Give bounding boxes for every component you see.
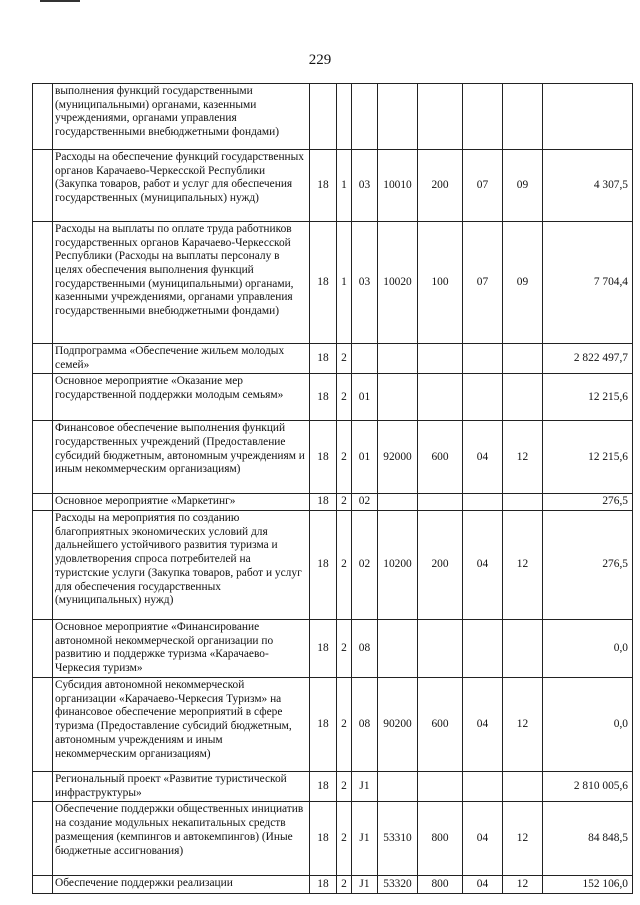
amount-cell: 84 848,5 xyxy=(543,802,633,876)
row-gutter-cell xyxy=(33,344,53,374)
expense-type-cell: 800 xyxy=(418,876,463,894)
direction-code-cell: 10010 xyxy=(378,150,418,222)
program-code-cell: 1 xyxy=(337,150,352,222)
ministry-code-cell: 18 xyxy=(310,802,337,876)
direction-code-cell xyxy=(378,620,418,678)
table-row xyxy=(33,678,633,772)
table-row xyxy=(33,876,633,894)
subprogram-code-cell: 03 xyxy=(352,150,378,222)
ministry-code-cell: 18 xyxy=(310,344,337,374)
subsection-code-cell xyxy=(503,772,543,802)
row-name-cell: Основное мероприятие «Финансирование автономной некоммерческой организации по развитию и поддержке туризма «Карачаево-Черкесия туризм» xyxy=(53,620,310,678)
subprogram-code-cell: 01 xyxy=(352,374,378,421)
page-number: 229 xyxy=(308,52,332,68)
subsection-code-cell: 09 xyxy=(503,222,543,344)
table-row xyxy=(33,802,633,876)
direction-code-cell: 53310 xyxy=(378,802,418,876)
amount-cell: 7 704,4 xyxy=(543,222,633,344)
amount-cell: 276,5 xyxy=(543,494,633,511)
table-row xyxy=(33,421,633,494)
row-gutter-cell xyxy=(33,511,53,620)
subprogram-code-cell: 08 xyxy=(352,678,378,772)
row-name-cell: выполнения функций государственными (муниципальными) органами, казенными учреждениями, органами управления государственными внебюджетными фондами) xyxy=(53,84,310,150)
amount-cell: 12 215,6 xyxy=(543,421,633,494)
ministry-code-cell: 18 xyxy=(310,150,337,222)
expense-type-cell xyxy=(418,84,463,150)
row-gutter-cell xyxy=(33,84,53,150)
table-row xyxy=(33,222,633,344)
program-code-cell: 2 xyxy=(337,620,352,678)
subprogram-code-cell: 02 xyxy=(352,511,378,620)
program-code-cell: 2 xyxy=(337,876,352,894)
section-code-cell xyxy=(463,344,503,374)
subprogram-code-cell: J1 xyxy=(352,876,378,894)
row-gutter-cell xyxy=(33,678,53,772)
row-gutter-cell xyxy=(33,374,53,421)
subprogram-code-cell xyxy=(352,84,378,150)
row-gutter-cell xyxy=(33,802,53,876)
amount-cell: 276,5 xyxy=(543,511,633,620)
section-code-cell xyxy=(463,374,503,421)
expense-type-cell: 200 xyxy=(418,511,463,620)
row-name-cell: Расходы на выплаты по оплате труда работников государственных органов Карачаево-Черкесской Республики (Расходы на выплаты персоналу в целях обеспечения выполнения функций государственными (муниципальными) органами, казенными учреждениями, органами управления государственными внебюджетными фондами) xyxy=(53,222,310,344)
section-code-cell: 04 xyxy=(463,678,503,772)
table-row xyxy=(33,84,633,150)
subprogram-code-cell: 08 xyxy=(352,620,378,678)
section-code-cell xyxy=(463,772,503,802)
program-code-cell: 2 xyxy=(337,802,352,876)
amount-cell: 12 215,6 xyxy=(543,374,633,421)
direction-code-cell xyxy=(378,772,418,802)
table-row xyxy=(33,494,633,511)
table-body xyxy=(33,84,633,894)
expense-type-cell xyxy=(418,772,463,802)
expense-type-cell: 600 xyxy=(418,678,463,772)
subsection-code-cell xyxy=(503,494,543,511)
direction-code-cell xyxy=(378,344,418,374)
scan-edge-mark xyxy=(40,0,80,2)
subprogram-code-cell: J1 xyxy=(352,802,378,876)
section-code-cell xyxy=(463,620,503,678)
table-row xyxy=(33,344,633,374)
direction-code-cell: 53320 xyxy=(378,876,418,894)
subsection-code-cell xyxy=(503,344,543,374)
subsection-code-cell: 12 xyxy=(503,802,543,876)
section-code-cell: 04 xyxy=(463,421,503,494)
amount-cell: 152 106,0 xyxy=(543,876,633,894)
table-row xyxy=(33,150,633,222)
table-row xyxy=(33,374,633,421)
ministry-code-cell: 18 xyxy=(310,620,337,678)
section-code-cell: 07 xyxy=(463,150,503,222)
amount-cell xyxy=(543,84,633,150)
expense-type-cell: 100 xyxy=(418,222,463,344)
ministry-code-cell: 18 xyxy=(310,421,337,494)
expense-type-cell: 800 xyxy=(418,802,463,876)
row-name-cell: Финансовое обеспечение выполнения функций государственных учреждений (Предоставление субсидий бюджетным, автономным учреждениям и иным некоммерческим организациям) xyxy=(53,421,310,494)
subsection-code-cell: 12 xyxy=(503,511,543,620)
row-name-cell: Региональный проект «Развитие туристической инфраструктуры» xyxy=(53,772,310,802)
row-name-cell: Основное мероприятие «Оказание мер государственной поддержки молодым семьям» xyxy=(53,374,310,421)
row-name-cell: Подпрограмма «Обеспечение жильем молодых семей» xyxy=(53,344,310,374)
direction-code-cell xyxy=(378,494,418,511)
row-name-cell: Расходы на мероприятия по созданию благоприятных экономических условий для дальнейшего устойчивого развития туризма и удовлетворения спроса потребителей на туристские услуги (Закупка товаров, работ и услуг для обеспечения государственных (муниципальных) нужд) xyxy=(53,511,310,620)
table-row xyxy=(33,620,633,678)
section-code-cell: 04 xyxy=(463,511,503,620)
expense-type-cell xyxy=(418,494,463,511)
section-code-cell xyxy=(463,494,503,511)
expense-type-cell: 600 xyxy=(418,421,463,494)
section-code-cell: 04 xyxy=(463,802,503,876)
row-gutter-cell xyxy=(33,222,53,344)
section-code-cell xyxy=(463,84,503,150)
section-code-cell: 07 xyxy=(463,222,503,344)
amount-cell: 0,0 xyxy=(543,678,633,772)
program-code-cell: 1 xyxy=(337,222,352,344)
program-code-cell: 2 xyxy=(337,678,352,772)
subprogram-code-cell xyxy=(352,344,378,374)
subsection-code-cell xyxy=(503,84,543,150)
section-code-cell: 04 xyxy=(463,876,503,894)
row-name-cell: Расходы на обеспечение функций государственных органов Карачаево-Черкесской Республики (Закупка товаров, работ и услуг для обеспечения государственных (муниципальных) нужд) xyxy=(53,150,310,222)
amount-cell: 0,0 xyxy=(543,620,633,678)
subprogram-code-cell: 03 xyxy=(352,222,378,344)
ministry-code-cell: 18 xyxy=(310,678,337,772)
program-code-cell: 2 xyxy=(337,374,352,421)
row-gutter-cell xyxy=(33,150,53,222)
direction-code-cell: 10200 xyxy=(378,511,418,620)
ministry-code-cell: 18 xyxy=(310,876,337,894)
subsection-code-cell: 12 xyxy=(503,876,543,894)
direction-code-cell xyxy=(378,374,418,421)
subsection-code-cell: 12 xyxy=(503,421,543,494)
program-code-cell: 2 xyxy=(337,421,352,494)
program-code-cell: 2 xyxy=(337,344,352,374)
subprogram-code-cell: J1 xyxy=(352,772,378,802)
row-gutter-cell xyxy=(33,421,53,494)
row-gutter-cell xyxy=(33,620,53,678)
direction-code-cell xyxy=(378,84,418,150)
direction-code-cell: 10020 xyxy=(378,222,418,344)
row-name-cell: Обеспечение поддержки реализации xyxy=(53,876,310,894)
ministry-code-cell xyxy=(310,84,337,150)
row-name-cell: Основное мероприятие «Маркетинг» xyxy=(53,494,310,511)
subprogram-code-cell: 01 xyxy=(352,421,378,494)
subsection-code-cell xyxy=(503,374,543,421)
row-name-cell: Обеспечение поддержки общественных инициатив на создание модульных некапитальных средств размещения (кемпингов и автокемпингов) (Иные бюджетные ассигнования) xyxy=(53,802,310,876)
subsection-code-cell: 09 xyxy=(503,150,543,222)
ministry-code-cell: 18 xyxy=(310,772,337,802)
program-code-cell: 2 xyxy=(337,511,352,620)
expense-type-cell: 200 xyxy=(418,150,463,222)
ministry-code-cell: 18 xyxy=(310,494,337,511)
row-name-cell: Субсидия автономной некоммерческой организации «Карачаево-Черкесия Туризм» на финансовое обеспечение мероприятий в сфере туризма (Предоставление субсидий бюджетным, автономным учреждениям и иным некоммерческим организациям) xyxy=(53,678,310,772)
budget-table xyxy=(32,83,633,894)
program-code-cell: 2 xyxy=(337,494,352,511)
ministry-code-cell: 18 xyxy=(310,511,337,620)
row-gutter-cell xyxy=(33,772,53,802)
row-gutter-cell xyxy=(33,494,53,511)
direction-code-cell: 92000 xyxy=(378,421,418,494)
table-row xyxy=(33,511,633,620)
program-code-cell xyxy=(337,84,352,150)
ministry-code-cell: 18 xyxy=(310,374,337,421)
table-row xyxy=(33,772,633,802)
expense-type-cell xyxy=(418,344,463,374)
subsection-code-cell: 12 xyxy=(503,678,543,772)
expense-type-cell xyxy=(418,374,463,421)
ministry-code-cell: 18 xyxy=(310,222,337,344)
amount-cell: 4 307,5 xyxy=(543,150,633,222)
direction-code-cell: 90200 xyxy=(378,678,418,772)
program-code-cell: 2 xyxy=(337,772,352,802)
subprogram-code-cell: 02 xyxy=(352,494,378,511)
subsection-code-cell xyxy=(503,620,543,678)
amount-cell: 2 822 497,7 xyxy=(543,344,633,374)
row-gutter-cell xyxy=(33,876,53,894)
expense-type-cell xyxy=(418,620,463,678)
amount-cell: 2 810 005,6 xyxy=(543,772,633,802)
